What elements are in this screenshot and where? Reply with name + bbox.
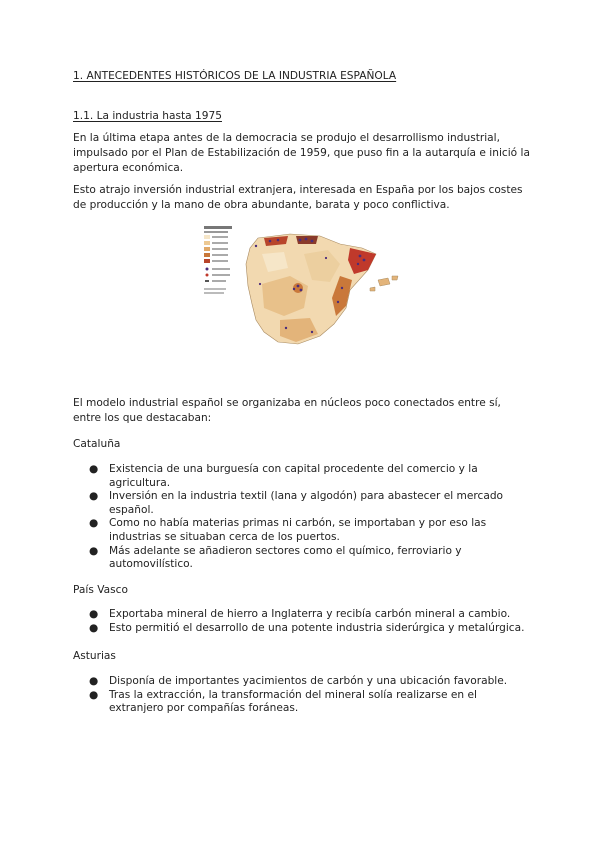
bullet-icon: ● [89, 463, 99, 475]
bullet-icon: ● [89, 675, 99, 687]
list-item-line: español. [109, 503, 154, 516]
bullet-list-pais-vasco [73, 608, 524, 635]
list-item [73, 463, 503, 490]
list-item-line: Esto permitió el desarrollo de una potente industria siderúrgica y metalúrgica. [109, 621, 525, 634]
paragraph-line: entre los que destacaban: [73, 412, 212, 424]
list-item-line: agricultura. [109, 476, 171, 489]
bullet-icon: ● [89, 544, 99, 557]
bullet-icon: ● [89, 621, 99, 634]
list-item-line: automovilístico. [109, 558, 193, 571]
bullet-list-asturias [73, 675, 507, 716]
paragraph-line: de producción y la mano de obra abundante, barata y poco conflictiva. [73, 199, 450, 211]
section-heading: 1. ANTECEDENTES HISTÓRICOS DE LA INDUSTRIA ESPAÑOLA [73, 70, 397, 82]
list-item [73, 689, 507, 716]
list-item-line: Exportaba mineral de hierro a Inglaterra y recibía carbón mineral a cambio. [109, 608, 511, 620]
bullet-icon: ● [89, 517, 99, 530]
list-item-line: industrias se situaban cerca de los puertos. [109, 530, 340, 543]
bullet-list-cataluna [73, 463, 503, 572]
list-item [73, 622, 524, 636]
list-item [73, 608, 524, 622]
paragraph-line: impulsado por el Plan de Estabilización de 1959, que puso fin a la autarquía e inició la [73, 147, 530, 159]
spain-industry-map [200, 224, 408, 356]
bullet-icon: ● [89, 608, 99, 620]
list-item-line: Más adelante se añadieron sectores como el químico, ferroviario y [109, 544, 462, 557]
region-title-asturias: Asturias [73, 650, 116, 662]
list-item-line: Disponía de importantes yacimientos de carbón y una ubicación favorable. [109, 675, 508, 687]
region-title-pais-vasco: País Vasco [73, 584, 128, 596]
bullet-icon: ● [89, 688, 99, 701]
list-item-line: Como no había materias primas ni carbón, se importaban y por eso las [109, 517, 487, 530]
list-item [73, 490, 503, 517]
paragraph-line: apertura económica. [73, 162, 184, 174]
subsection-heading: 1.1. La industria hasta 1975 [73, 110, 222, 122]
list-item [73, 517, 503, 544]
paragraph-line: En la última etapa antes de la democracia se produjo el desarrollismo industrial, [73, 132, 500, 144]
paragraph-line: Esto atrajo inversión industrial extranjera, interesada en España por los bajos costes [73, 184, 523, 196]
list-item-line: Inversión en la industria textil (lana y algodón) para abastecer el mercado [109, 490, 504, 503]
list-item [73, 545, 503, 572]
bullet-icon: ● [89, 490, 99, 503]
list-item-line: Existencia de una burguesía con capital procedente del comercio y la [109, 463, 478, 475]
list-item [73, 675, 507, 689]
region-title-cataluna: Cataluña [73, 438, 121, 450]
list-item-line: extranjero por compañías foráneas. [109, 702, 299, 715]
list-item-line: Tras la extracción, la transformación del mineral solía realizarse en el [109, 688, 477, 701]
paragraph-line: El modelo industrial español se organizaba en núcleos poco conectados entre sí, [73, 397, 501, 409]
